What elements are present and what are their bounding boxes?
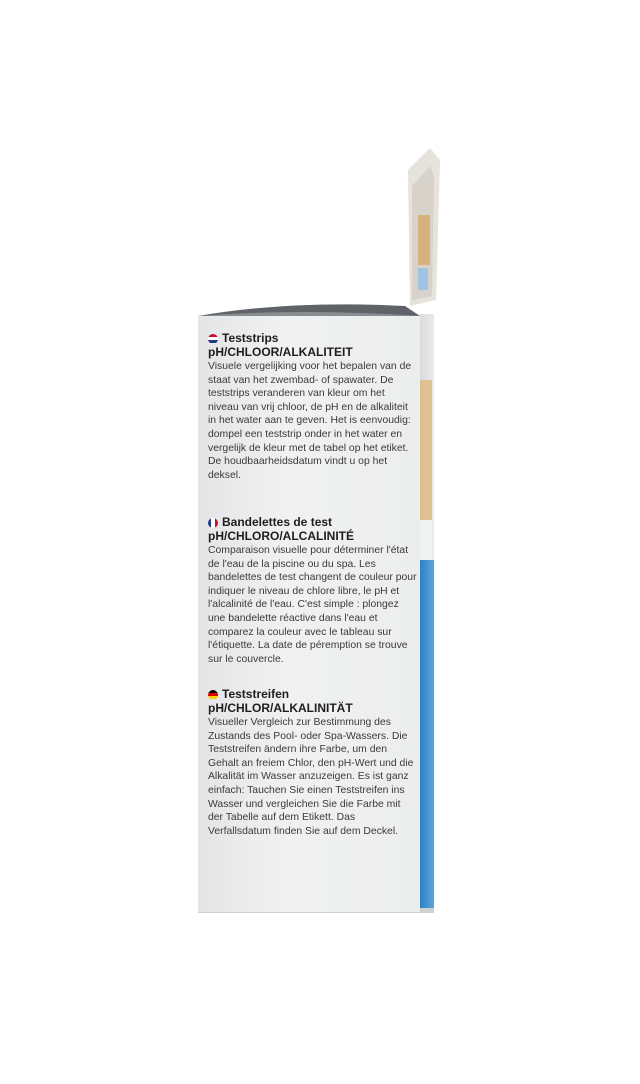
france-flag-icon <box>208 518 218 528</box>
section-title: Teststreifen <box>222 687 290 701</box>
box-side-tan-strip <box>420 380 432 520</box>
germany-flag-icon <box>208 690 218 700</box>
section-dutch <box>208 332 418 482</box>
heading-row <box>208 332 418 345</box>
netherlands-flag-icon <box>208 334 218 344</box>
section-french <box>208 516 418 666</box>
section-german <box>208 688 418 838</box>
section-subtitle: pH/CHLOOR/ALKALITEIT <box>208 345 353 359</box>
section-body: Comparaison visuelle pour déterminer l'état de l'eau de la piscine ou du spa. Les bandelettes de test changent de couleur pour indiquer le niveau de chlore libre, le pH et l'alcalinité de l'eau. C'est simple : plongez une bandelette réactive dans l'eau et comparez la couleur avec le tableau sur l'étiquette. La date de péremption se trouve sur le couvercle. <box>208 545 417 665</box>
box-side-blue-strip <box>420 560 434 912</box>
section-subtitle: pH/CHLORO/ALCALINITÉ <box>208 529 354 543</box>
section-body: Visuele vergelijking voor het bepalen van de staat van het zwembad- of spawater. De teststrips veranderen van kleur om het niveau van vrij chloor, de pH en de alkaliteit in het water aan te geven. Het is eenvoudig: dompel een teststrip onder in het water en vergelijk de kleur met de tabel op het etiket. De houdbaarheidsdatum vindt u op het deksel. <box>208 361 412 481</box>
section-subtitle: pH/CHLOR/ALKALINITÄT <box>208 701 353 715</box>
heading-row <box>208 688 418 701</box>
lid-flap-blue-mark <box>418 268 428 290</box>
section-title: Teststrips <box>222 331 279 345</box>
section-body: Visueller Vergleich zur Bestimmung des Zustands des Pool- oder Spa-Wassers. Die Teststreifen ändern ihre Farbe, um den Gehalt an freiem Chlor, den pH-Wert und die Alkalität im Wasser anzuzeigen. Es ist ganz einfach: Tauchen Sie einen Teststreifen ins Wasser und vergleichen Sie die Farbe mit der Tabelle auf dem Etikett. Das Verfallsdatum finden Sie auf dem Deckel. <box>208 717 414 837</box>
box-side-white-strip <box>420 520 432 560</box>
section-title: Bandelettes de test <box>222 515 333 529</box>
lid-flap-tan-mark <box>418 215 430 265</box>
heading-row <box>208 516 418 529</box>
